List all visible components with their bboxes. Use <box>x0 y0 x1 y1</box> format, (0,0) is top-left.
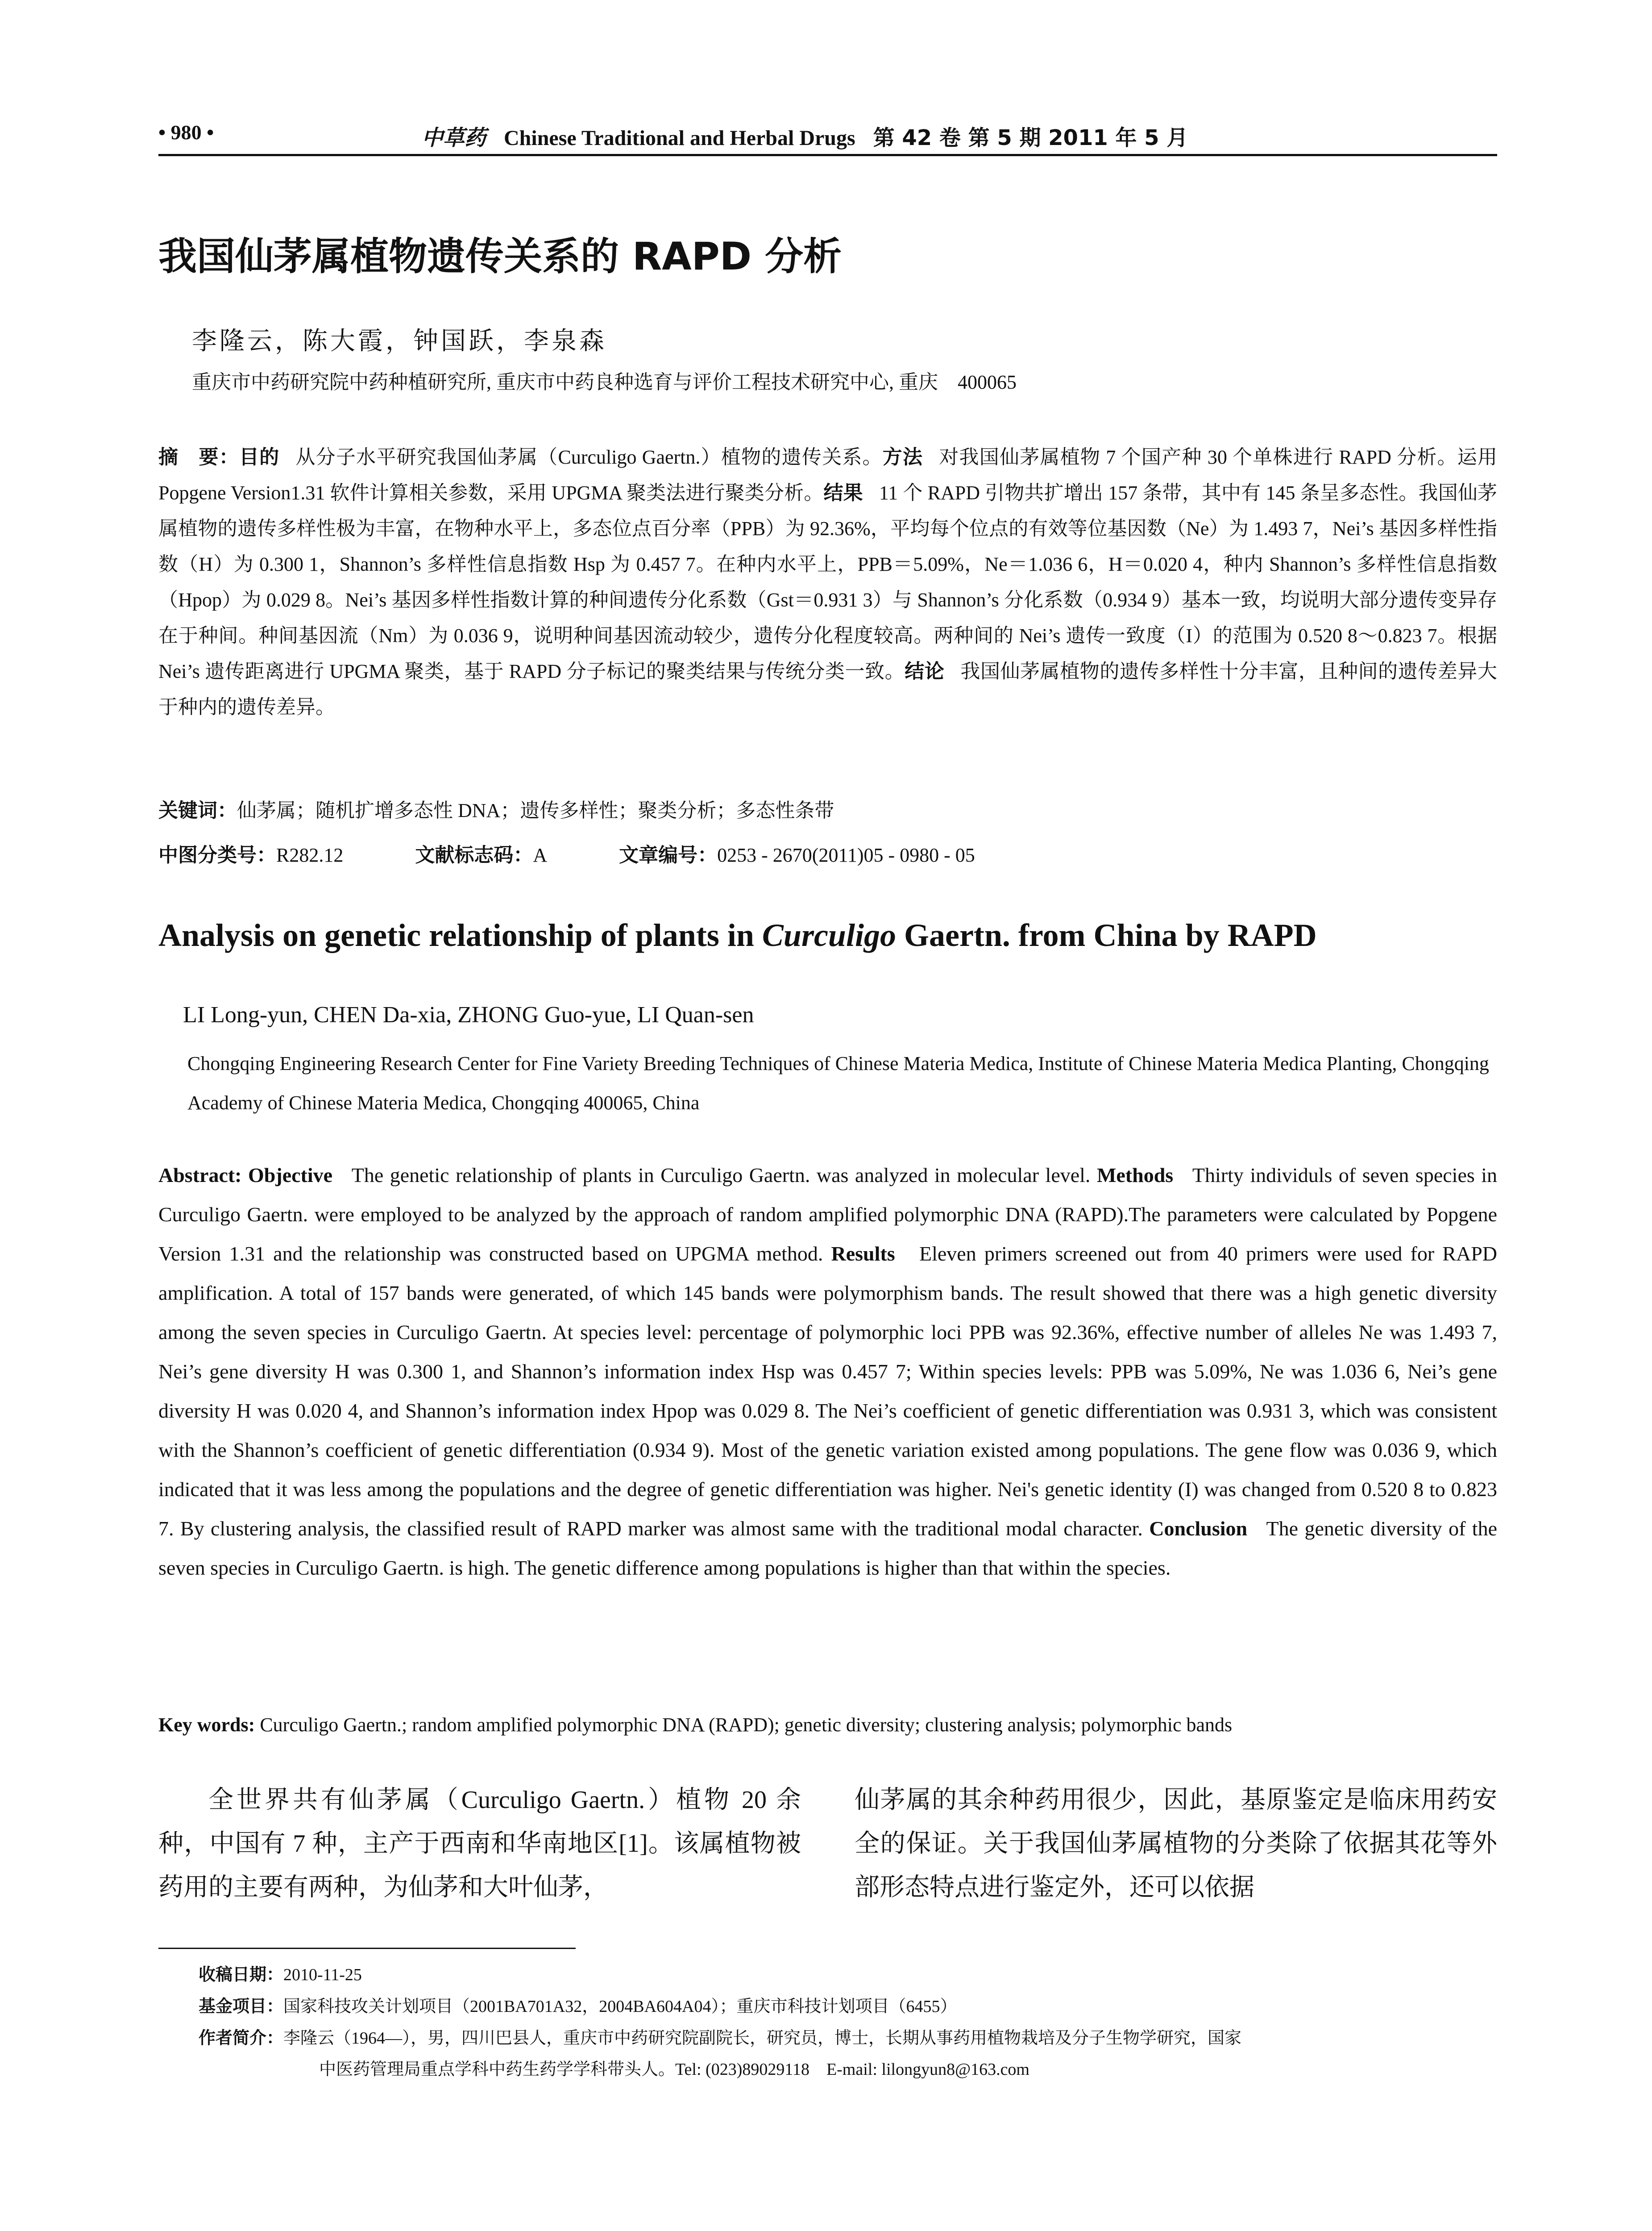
objective-text: 从分子水平研究我国仙茅属（Curculigo Gaertn.）植物的遗传关系。 <box>295 446 883 468</box>
english-title-genus: Curculigo <box>762 917 896 953</box>
methods-label: 方法 <box>882 446 923 469</box>
doc-code-value: A <box>533 844 548 866</box>
english-authors: LI Long-yun, CHEN Da-xia, ZHONG Guo-yue, LI Quan-sen <box>183 1002 754 1028</box>
page-number: • 980 • <box>158 121 214 144</box>
results-text: 11 个 RAPD 引物共扩增出 157 条带，其中有 145 条呈多态性。我国仙茅属植物的遗传多样性极为丰富，在物种水平上，多态位点百分率（PPB）为 92.36%，平均每个位点的有效等位基因数（Ne）为 1.493 7，Nei’s 基因多样性指数（H）为 0.300 1，Shannon’s 多样性信息指数 Hsp 为 0.457 7。在种内水平上，PPB＝5.09%，Ne＝1.036 6，H＝0.020 4，种内 Shannon’s 多样性信息指数（Hpop）为 0.029 8。Nei’s 基因多样性指数计算的种间遗传分化系数（Gst＝0.931 3）与 Shannon’s 分化系数（0.934 9）基本一致，均说明大部分遗传变异存在于种间。种间基因流（Nm）为 0.036 9，说明种间基因流动较少，遗传分化程度较高。两种间的 Nei’s 遗传一致度（I）的范围为 0.520 8～0.823 7。根据 Nei’s 遗传距离进行 UPGMA 聚类，基于 RAPD 分子标记的聚类结果与传统分类一致。 <box>158 482 1498 682</box>
issue-info: 第 42 卷 第 5 期 2011 年 5 月 <box>873 125 1188 150</box>
english-title <box>158 917 1317 954</box>
en-methods-text: Thirty individuls of seven species in Curculigo Gaertn. were employed to be analyzed by the approach of random amplified polymorphic DNA (RAPD).The parameters were calculated by Popgene Version 1.31 and the relationship was constructed based on UPGMA method. <box>158 1164 1498 1265</box>
received-label: 收稿日期： <box>199 1965 284 1984</box>
methods-text: 对我国仙茅属植物 7 个国产种 30 个单株进行 RAPD 分析。运用 Popgene Version1.31 软件计算相关参数，采用 UPGMA 聚类法进行聚类分析。 <box>158 446 1498 504</box>
classification-row <box>158 839 975 867</box>
author-bio-line-2: 中医药管理局重点学科中药生药学学科带头人。Tel: (023)89029118 E-mail: lilongyun8@163.com <box>319 2060 1029 2079</box>
en-abstract-label: Abstract: <box>158 1164 242 1186</box>
results-label: 结果 <box>823 481 863 504</box>
en-keywords-text: Curculigo Gaertn.; random amplified polymorphic DNA (RAPD); genetic diversity; clustering analysis; polymorphic bands <box>260 1714 1233 1736</box>
en-results-text: Eleven primers screened out from 40 primers were used for RAPD amplification. A total of 157 bands were generated, of which 145 bands were polymorphism bands. The result showed that there was a high genetic diversity among the seven species in Curculigo Gaertn. At species level: percentage of polymorphic loci PPB was 92.36%, effective number of alleles Ne was 1.493 7, Nei’s gene diversity H was 0.300 1, and Shannon’s information index Hsp was 0.457 7; Within species levels: PPB was 5.09%, Ne was 1.036 6, Nei’s gene diversity H was 0.020 4, and Shannon’s information index Hpop was 0.029 8. The Nei’s coefficient of genetic differentiation was 0.931 3, which was consistent with the Shannon’s coefficient of genetic differentiation (0.934 9). Most of the genetic variation existed among populations. The gene flow was 0.036 9, which indicated that it was less among the populations and the degree of genetic differentiation was higher. Nei's genetic identity (I) was changed from 0.520 8 to 0.823 7. By clustering analysis, the classified result of RAPD marker was almost same with the traditional modal character. <box>158 1242 1498 1540</box>
chinese-abstract <box>158 440 1497 725</box>
footnote-fund <box>199 1990 1497 2022</box>
journal-line <box>422 120 1188 151</box>
author-bio-label: 作者简介： <box>199 2028 284 2048</box>
en-keywords-label: Key words: <box>158 1714 255 1736</box>
received-date: 2010-11-25 <box>283 1966 362 1984</box>
chinese-authors: 李隆云，陈大霞，钟国跃，李泉森 <box>192 328 607 355</box>
body-column-left: 全世界共有仙茅属（Curculigo Gaertn.）植物 20 余种，中国有 7 种，主产于西南和华南地区[1]。该属植物被药用的主要有两种，为仙茅和大叶仙茅， <box>158 1786 801 1901</box>
article-no-value: 0253 - 2670(2011)05 - 0980 - 05 <box>717 844 975 866</box>
english-affiliation: Chongqing Engineering Research Center for Fine Variety Breeding Techniques of Chinese Materia Medica, Institute of Chinese Materia Medica Planting, Chongqing Academy of Chinese Materia Medica, Chongqing 400065, China <box>187 1053 1489 1114</box>
footnote-author <box>199 2022 1497 2054</box>
footnote-received <box>199 1959 1497 1990</box>
journal-name-en: Chinese Traditional and Herbal Drugs <box>504 126 855 150</box>
en-objective-label: Objective <box>248 1164 333 1186</box>
fund-text: 国家科技攻关计划项目（2001BA701A32，2004BA604A04）；重庆市科技计划项目（6455） <box>283 1997 957 2016</box>
footnote-rule <box>158 1948 576 1949</box>
abstract-label: 摘 要： <box>158 446 239 469</box>
en-results-label: Results <box>831 1242 895 1265</box>
english-abstract <box>158 1156 1497 1588</box>
article-no-label: 文章编号： <box>619 844 718 867</box>
header-rule <box>158 154 1497 156</box>
journal-logo-cn: 中草药 <box>422 125 486 150</box>
chinese-title: 我国仙茅属植物遗传关系的 RAPD 分析 <box>158 234 842 279</box>
author-bio-line-1: 李隆云（1964—），男，四川巴县人，重庆市中药研究院副院长，研究员，博士，长期从事药用植物栽培及分子生物学研究，国家 <box>283 2029 1242 2048</box>
en-conclusion-label: Conclusion <box>1149 1517 1248 1540</box>
chinese-keywords <box>158 794 834 823</box>
body-column-right: 仙茅属的其余种药用很少，因此，基原鉴定是临床用药安全的保证。关于我国仙茅属植物的分类除了依据其花等外部形态特点进行鉴定外，还可以依据 <box>855 1786 1497 1901</box>
running-header <box>158 120 1497 156</box>
keywords-text: 仙茅属；随机扩增多态性 DNA；遗传多样性；聚类分析；多态性条带 <box>237 800 834 821</box>
conclusion-label: 结论 <box>905 660 945 683</box>
english-keywords <box>158 1713 1497 1736</box>
en-methods-label: Methods <box>1096 1164 1174 1186</box>
english-title-part-a: Analysis on genetic relationship of plants in <box>158 917 762 953</box>
footnotes <box>199 1959 1497 2085</box>
objective-label: 目的 <box>239 446 280 469</box>
fund-label: 基金项目： <box>199 1996 284 2016</box>
chinese-affiliation: 重庆市中药研究院中药种植研究所, 重庆市中药良种选育与评价工程技术研究中心, 重庆 400065 <box>192 371 1017 393</box>
en-conclusion-text: The genetic diversity of the seven species in Curculigo Gaertn. is high. The genetic difference among populations is higher than that within the species. <box>158 1517 1497 1579</box>
class-value: R282.12 <box>276 844 344 866</box>
english-title-part-b: Gaertn. from China by RAPD <box>896 917 1317 953</box>
en-objective-text: The genetic relationship of plants in Curculigo Gaertn. was analyzed in molecular level. <box>351 1164 1091 1186</box>
keywords-label: 关键词： <box>158 799 237 822</box>
doc-code-label: 文献标志码： <box>415 844 533 867</box>
class-label: 中图分类号： <box>158 844 276 867</box>
conclusion-text: 我国仙茅属植物的遗传多样性十分丰富，且种间的遗传差异大于种内的遗传差异。 <box>158 660 1497 718</box>
